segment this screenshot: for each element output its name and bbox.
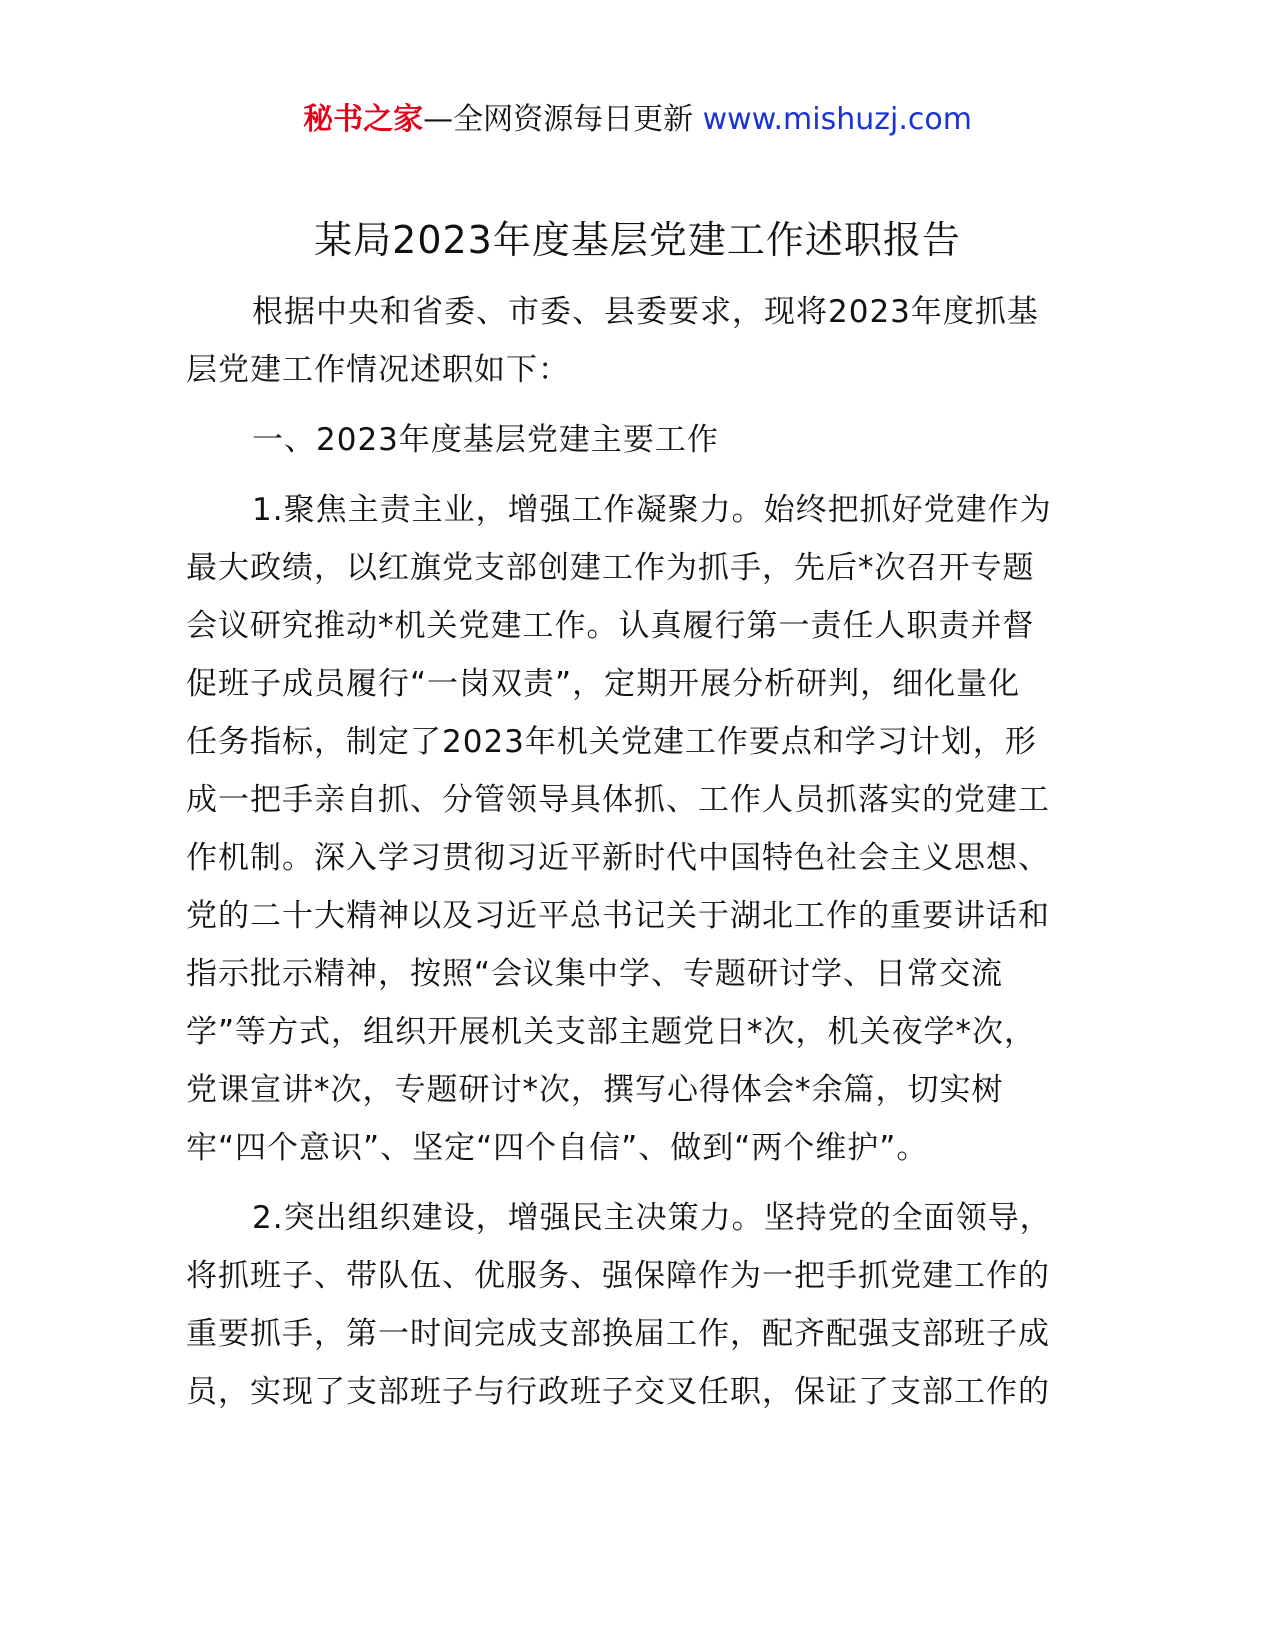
text-line: 党课宣讲*次，专题研讨*次，撰写心得体会*余篇，切实树 — [186, 1072, 1004, 1108]
text-line: 牢“四个意识”、坚定“四个自信”、做到“两个维护”。 — [186, 1130, 929, 1166]
text-line: 作机制。深入学习贯彻习近平新时代中国特色社会主义思想、 — [186, 840, 1050, 876]
text-line: 促班子成员履行“一岗双责”，定期开展分析研判，细化量化 — [186, 666, 1021, 702]
text-line: 成一把手亲自抓、分管领导具体抓、工作人员抓落实的党建工 — [186, 782, 1050, 818]
text-line: 员，实现了支部班子与行政班子交叉任职，保证了支部工作的 — [186, 1374, 1050, 1410]
text-line: 根据中央和省委、市委、县委要求，现将2023年度抓基 — [252, 294, 1039, 330]
text-line: 层党建工作情况述职如下： — [186, 352, 570, 388]
text-line: 学”等方式，组织开展机关支部主题党日*次，机关夜学*次， — [186, 1014, 1037, 1050]
site-header — [0, 98, 1275, 142]
text-line: 会议研究推动*机关党建工作。认真履行第一责任人职责并督 — [186, 608, 1035, 644]
text-line: 2.突出组织建设，增强民主决策力。坚持党的全面领导， — [252, 1200, 1052, 1236]
text-line: 任务指标，制定了2023年机关党建工作要点和学习计划，形 — [186, 724, 1037, 760]
text-line: 将抓班子、带队伍、优服务、强保障作为一把手抓党建工作的 — [186, 1258, 1050, 1294]
paragraph-1 — [186, 481, 1086, 1177]
text-line: 党的二十大精神以及习近平总书记关于湖北工作的重要讲话和 — [186, 898, 1050, 934]
section-heading — [186, 411, 1086, 469]
site-tagline: —全网资源每日更新 — [423, 102, 694, 137]
text-line: 重要抓手，第一时间完成支部换届工作，配齐配强支部班子成 — [186, 1316, 1050, 1352]
document-title: 某局2023年度基层党建工作述职报告 — [314, 218, 961, 262]
site-url-link[interactable]: www.mishuzj.com — [702, 102, 972, 137]
paragraph-2 — [186, 1189, 1086, 1421]
site-brand: 秘书之家 — [303, 102, 424, 137]
intro-paragraph — [186, 283, 1086, 399]
text-line: 指示批示精神，按照“会议集中学、专题研讨学、日常交流 — [186, 956, 1004, 992]
text-line: 最大政绩，以红旗党支部创建工作为抓手，先后*次召开专题 — [186, 550, 1035, 586]
text-line: 1.聚焦主责主业，增强工作凝聚力。始终把抓好党建作为 — [252, 492, 1052, 528]
document-body — [186, 283, 1086, 1421]
section-heading-text: 一、2023年度基层党建主要工作 — [252, 422, 719, 458]
